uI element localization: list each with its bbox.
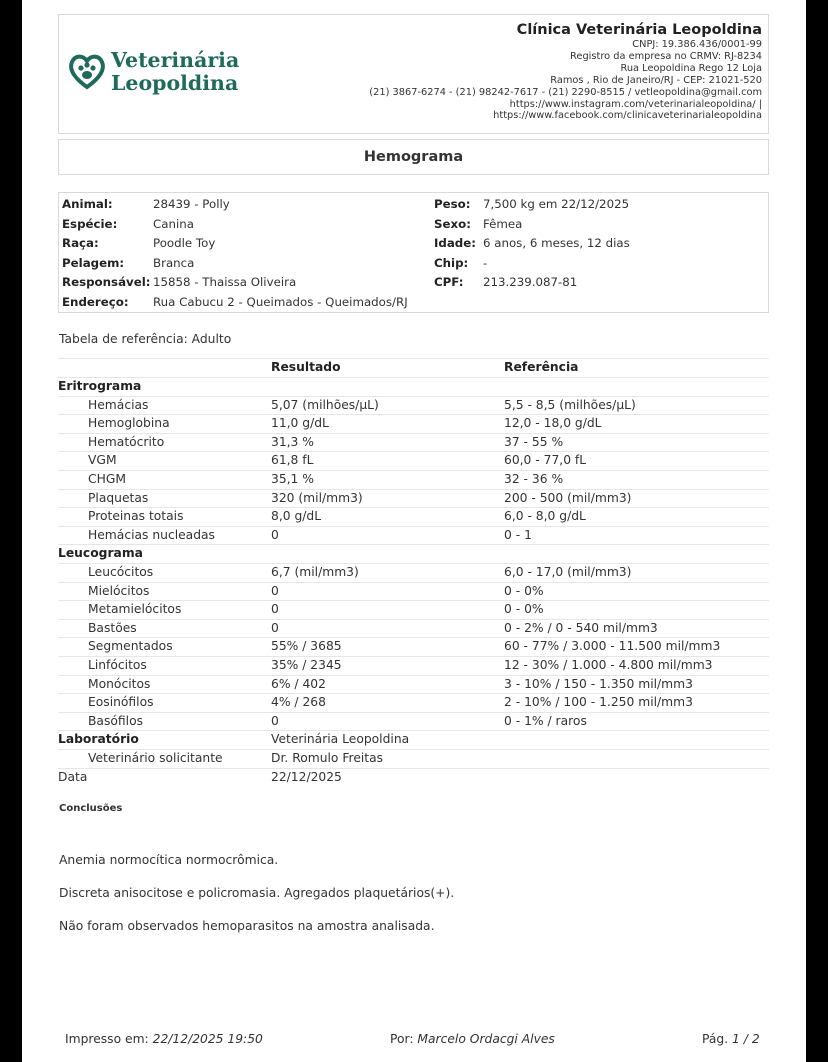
row-reference: 0 - 2% / 0 - 540 mil/mm3	[504, 620, 658, 635]
row-reference: 6,0 - 17,0 (mil/mm3)	[504, 565, 632, 579]
row-result: 6% / 402	[271, 676, 326, 691]
paw-heart-icon	[67, 51, 107, 91]
row-name: Leucograma	[58, 546, 143, 561]
row-name: Proteinas totais	[88, 509, 184, 524]
table-row	[58, 638, 769, 657]
table-row	[58, 769, 769, 788]
clinic-logo	[67, 45, 257, 100]
row-result: 22/12/2025	[271, 769, 342, 784]
row-reference: 0 - 0%	[504, 602, 544, 617]
clinic-header	[58, 14, 769, 134]
chip-label: Chip:	[434, 255, 469, 270]
row-name: Laboratório	[58, 732, 139, 747]
row-result: 0	[271, 527, 279, 542]
especie-value: Canina	[153, 216, 194, 231]
row-name: Veterinário solicitante	[88, 751, 223, 765]
row-result: 31,3 %	[271, 434, 314, 449]
patient-info	[58, 192, 769, 313]
page-value: 1 / 2	[732, 1032, 760, 1046]
conclusion-line: Anemia normocítica normocrômica.	[59, 853, 279, 867]
row-name: Hematócrito	[88, 434, 165, 449]
row-reference: 60 - 77% / 3.000 - 11.500 mil/mm3	[504, 639, 721, 654]
row-reference: 6,0 - 8,0 g/dL	[504, 509, 586, 524]
reference-table-label: Tabela de referência: Adulto	[59, 332, 232, 346]
row-reference: 32 - 36 %	[504, 472, 564, 486]
especie-label: Espécie:	[62, 216, 118, 231]
table-row	[58, 676, 769, 695]
row-reference: 0 - 1% / raros	[504, 713, 587, 728]
clinic-street: Rua Leopoldina Rego 12 Loja	[620, 62, 762, 74]
row-reference: 60,0 - 77,0 fL	[504, 453, 587, 468]
clinic-crmv: Registro da empresa no CRMV: RJ-8234	[570, 50, 762, 62]
table-header-row	[58, 358, 769, 378]
conclusion-line: Não foram observados hemoparasitos na amostra analisada.	[59, 919, 435, 933]
table-row	[58, 508, 769, 527]
animal-value: 28439 - Polly	[153, 197, 230, 211]
idade-label: Idade:	[434, 236, 476, 250]
table-row	[58, 527, 769, 546]
table-row	[58, 378, 769, 397]
peso-label: Peso:	[434, 197, 471, 211]
logo-line-1: Veterinária	[111, 48, 240, 72]
table-row	[58, 713, 769, 732]
printed-by	[390, 1032, 555, 1046]
conclusion-line: Discreta anisocitose e policromasia. Agregados plaquetários(+).	[59, 886, 455, 900]
row-result: 6,7 (mil/mm3)	[271, 565, 359, 579]
row-result: 61,8 fL	[271, 453, 314, 468]
row-reference: 37 - 55 %	[504, 434, 564, 449]
table-row	[58, 545, 769, 564]
clinic-cnpj: CNPJ: 19.386.436/0001-99	[632, 39, 762, 50]
table-row	[58, 657, 769, 676]
table-row	[58, 434, 769, 453]
row-result: 35% / 2345	[271, 658, 342, 672]
row-result: 0	[271, 620, 279, 635]
exam-title-box	[58, 139, 769, 175]
row-name: Hemoglobina	[88, 416, 170, 431]
sexo-label: Sexo:	[434, 216, 471, 231]
result-column-header: Resultado	[271, 360, 341, 374]
row-name: Plaquetas	[88, 490, 149, 505]
responsavel-value: 15858 - Thaissa Oliveira	[153, 275, 297, 289]
printed-label: Impresso em:	[65, 1032, 149, 1046]
row-name: Eosinófilos	[88, 695, 154, 710]
table-row	[58, 601, 769, 620]
reference-column-header: Referência	[504, 360, 579, 374]
row-reference: 2 - 10% / 100 - 1.250 mil/mm3	[504, 695, 693, 710]
table-row	[58, 452, 769, 471]
row-name: Bastões	[88, 620, 137, 635]
row-result: 5,07 (milhões/µL)	[271, 397, 379, 412]
table-row	[58, 397, 769, 416]
raca-value: Poodle Toy	[153, 236, 216, 250]
clinic-name: Clínica Veterinária Leopoldina	[516, 22, 762, 38]
animal-label: Animal:	[62, 197, 113, 211]
row-name: Linfócitos	[88, 658, 147, 672]
pelagem-value: Branca	[153, 255, 195, 270]
row-reference: 0 - 0%	[504, 583, 544, 598]
peso-value: 7,500 kg em 22/12/2025	[483, 197, 630, 211]
printed-value: 22/12/2025 19:50	[152, 1032, 263, 1046]
cpf-label: CPF:	[434, 275, 464, 289]
table-row	[58, 415, 769, 434]
printed-at	[65, 1032, 263, 1046]
row-result: Dr. Romulo Freitas	[271, 751, 384, 765]
row-result: 0	[271, 602, 279, 617]
row-result: 8,0 g/dL	[271, 509, 322, 524]
report-page	[22, 0, 806, 1062]
row-result: 55% / 3685	[271, 639, 342, 654]
row-name: Hemácias nucleadas	[88, 527, 215, 542]
row-reference: 200 - 500 (mil/mm3)	[504, 490, 632, 505]
endereco-label: Endereço:	[62, 294, 129, 309]
row-result: 0	[271, 713, 279, 728]
row-name: VGM	[88, 453, 117, 468]
raca-label: Raça:	[62, 236, 99, 250]
idade-value: 6 anos, 6 meses, 12 dias	[483, 236, 630, 250]
row-result: 35,1 %	[271, 472, 314, 486]
row-name: Segmentados	[88, 639, 173, 654]
row-name: Metamielócitos	[88, 602, 182, 617]
logo-line-2: Leopoldina	[111, 71, 239, 95]
clinic-contacts: (21) 3867-6274 - (21) 98242-7617 - (21) 2290-8515 / vetleopoldina@gmail.com	[369, 86, 762, 98]
clinic-facebook: https://www.facebook.com/clinicaveterinarialeopoldina	[493, 110, 762, 122]
table-row	[58, 471, 769, 490]
page-number	[702, 1032, 760, 1046]
row-name: Monócitos	[88, 676, 151, 691]
row-result: 320 (mil/mm3)	[271, 490, 363, 505]
row-result: 4% / 268	[271, 695, 326, 710]
row-name: CHGM	[88, 472, 126, 486]
row-name: Hemácias	[88, 397, 149, 412]
row-reference: 12,0 - 18,0 g/dL	[504, 416, 602, 431]
exam-title: Hemograma	[363, 149, 464, 165]
row-name: Eritrograma	[58, 379, 142, 393]
row-name: Data	[58, 769, 88, 784]
printed-by-value: Marcelo Ordacgi Alves	[417, 1032, 555, 1046]
table-row	[58, 564, 769, 583]
row-name: Mielócitos	[88, 583, 150, 598]
pelagem-label: Pelagem:	[62, 255, 125, 270]
sexo-value: Fêmea	[483, 216, 523, 231]
table-row	[58, 750, 769, 769]
printed-by-label: Por:	[390, 1032, 414, 1046]
clinic-instagram: https://www.instagram.com/veterinarialeopoldina/ |	[509, 98, 762, 110]
table-row	[58, 694, 769, 713]
row-reference: 0 - 1	[504, 527, 532, 542]
clinic-city: Ramos , Rio de Janeiro/RJ - CEP: 21021-520	[550, 74, 762, 86]
row-result: Veterinária Leopoldina	[271, 732, 410, 747]
page-label: Pág.	[702, 1032, 729, 1046]
row-reference: 5,5 - 8,5 (milhões/µL)	[504, 397, 636, 412]
table-row	[58, 731, 769, 750]
row-name: Leucócitos	[88, 565, 154, 579]
chip-value: -	[483, 255, 488, 270]
row-reference: 12 - 30% / 1.000 - 4.800 mil/mm3	[504, 658, 713, 672]
row-name: Basófilos	[88, 713, 143, 728]
endereco-value: Rua Cabucu 2 - Queimados - Queimados/RJ	[153, 294, 408, 309]
row-reference: 3 - 10% / 150 - 1.350 mil/mm3	[504, 676, 693, 691]
table-row	[58, 620, 769, 639]
table-row	[58, 490, 769, 509]
cpf-value: 213.239.087-81	[483, 275, 578, 289]
responsavel-label: Responsável:	[62, 275, 151, 289]
row-result: 0	[271, 583, 279, 598]
clinic-info	[369, 21, 762, 122]
conclusions-title: Conclusões	[59, 803, 123, 814]
table-row	[58, 583, 769, 602]
row-result: 11,0 g/dL	[271, 416, 329, 431]
